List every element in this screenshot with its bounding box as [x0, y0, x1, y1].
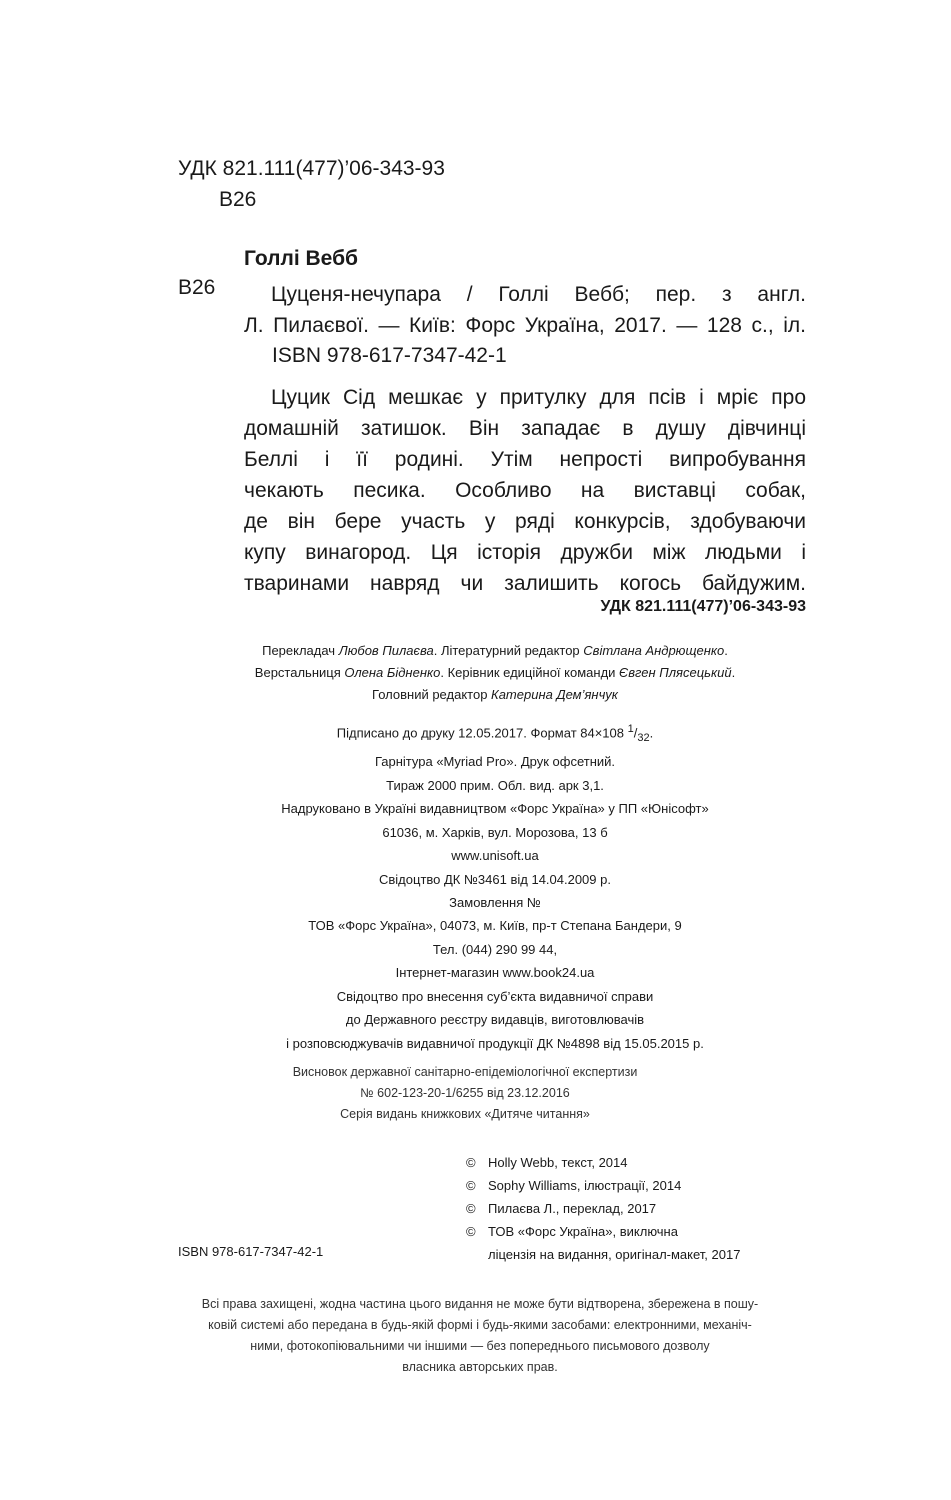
expertise-line: № 602-123-20-1/6255 від 23.12.2016 — [360, 1086, 570, 1100]
copyright-row — [466, 1197, 740, 1220]
expertise-line: Висновок державної санітарно-епідеміологічної експертизи — [292, 1065, 638, 1079]
punctuation: . — [731, 665, 736, 680]
publisher-line: Свідоцтво про внесення суб’єкта видавничої справи — [336, 988, 654, 1004]
print-info-block — [180, 718, 810, 915]
format-fraction-denominator: 32 — [637, 731, 650, 744]
copyright-text: Пилаєва Л., переклад, 2017 — [488, 1201, 657, 1216]
credits-block — [180, 640, 810, 706]
copyright-block — [466, 1151, 740, 1266]
print-line: www.unisoft.ua — [451, 848, 539, 864]
credit-label: . Літературний редактор — [433, 643, 584, 658]
translator-name: Любов Пилаєва — [338, 643, 434, 658]
copyright-icon: © — [466, 1224, 476, 1239]
publisher-line: Інтернет-магазин www.book24.ua — [395, 965, 595, 980]
punctuation: . — [724, 643, 728, 658]
copyright-text: Holly Webb, текст, 2014 — [488, 1155, 628, 1170]
print-line: Замовлення № — [449, 895, 541, 911]
punctuation: . — [649, 725, 654, 741]
rights-line: власника авторських прав. — [402, 1360, 558, 1374]
publisher-line: і розповсюджувачів видавничої продукції ДК №4898 від 15.05.2015 р. — [286, 1035, 704, 1051]
editor-name: Світлана Андрющенко — [583, 643, 725, 658]
isbn-line: ISBN 978-617-7347-42-1 — [272, 344, 507, 367]
copyright-row — [466, 1151, 740, 1174]
copyright-icon: © — [466, 1178, 476, 1193]
expertise-line: Серія видань книжкових «Дитяче читання» — [340, 1107, 590, 1121]
rights-line: Всі права захищені, жодна частина цього видання не може бути відтворена, збережена в пошу- — [201, 1297, 759, 1311]
title-line-2: Л. Пилаєвої. — Київ: Форс Україна, 2017. — 128 с., іл. — [244, 314, 806, 337]
print-line: Надруковано в Україні видавництвом «Форс Україна» у ПП «Юнісофт» — [281, 801, 709, 817]
title-line-1: Цуценя-нечупара / Голлі Вебб; пер. з англ. — [271, 283, 806, 306]
credits-line — [180, 684, 810, 706]
bbk-code-top: В26 — [219, 188, 257, 211]
rights-block — [150, 1294, 810, 1378]
copyright-row — [466, 1243, 740, 1266]
publisher-block — [180, 914, 810, 1055]
rights-line: ковій системі або передана в будь-якій формі і будь-якими засобами: електронними, механіч- — [208, 1318, 752, 1332]
annotation-line: де він бере участь у ряді конкурсів, здобуваючи — [244, 510, 806, 533]
copyright-text: ТОВ «Форс Україна», виключна — [488, 1224, 678, 1239]
annotation-line: тваринами навряд чи залишить когось байдужим. — [244, 572, 806, 595]
signed-text: Підписано до друку 12.05.2017. Формат 84×108 — [336, 725, 628, 741]
credit-label: Головний редактор — [372, 687, 492, 702]
publisher-line: Тел. (044) 290 99 44, — [432, 941, 558, 957]
credits-line — [180, 662, 810, 684]
annotation-line: домашній затишок. Він западає в душу дівчинці — [244, 417, 806, 440]
indent — [466, 1243, 488, 1266]
copyright-icon: © — [466, 1155, 476, 1170]
udc-code-top: УДК 821.111(477)’06-343-93 — [178, 157, 445, 180]
copyright-row — [466, 1220, 740, 1243]
publisher-line: ТОВ «Форс Україна», 04073, м. Київ, пр-т Степана Бандери, 9 — [308, 918, 682, 933]
annotation — [244, 382, 806, 599]
copyright-text: ліцензія на видання, оригінал-макет, 2017 — [488, 1247, 741, 1262]
bbk-code-left: В26 — [178, 276, 216, 299]
rights-line: ними, фотокопіювальними чи іншими — без попереднього письмового дозволу — [250, 1339, 710, 1353]
title-block — [244, 279, 806, 341]
credits-line — [180, 640, 810, 662]
chief-editor-name: Катерина Дем’янчук — [491, 687, 618, 702]
copyright-row — [466, 1174, 740, 1197]
copyright-icon: © — [466, 1201, 476, 1216]
layout-designer-name: Олена Бідненко — [344, 665, 441, 680]
print-line: 61036, м. Харків, вул. Морозова, 13 б — [382, 824, 608, 840]
credit-label: . Керівник едиційної команди — [440, 665, 620, 680]
author-name: Голлі Вебб — [244, 247, 359, 270]
print-line: Свідоцтво ДК №3461 від 14.04.2009 р. — [379, 871, 611, 887]
credit-label: Перекладач — [262, 643, 339, 658]
annotation-line: чекають песика. Особливо на виставці собак, — [244, 479, 806, 502]
annotation-line: Цуцик Сід мешкає у притулку для псів і мріє про — [271, 386, 806, 409]
annotation-line: Беллі і її родині. Утім непрості випробування — [244, 448, 806, 471]
udc-code-bottom: УДК 821.111(477)’06-343-93 — [600, 598, 806, 615]
team-head-name: Євген Плясецький — [619, 665, 732, 680]
expertise-block — [150, 1062, 780, 1125]
copyright-text: Sophy Williams, ілюстрації, 2014 — [488, 1178, 682, 1193]
signed-line: Підписано до друку 12.05.2017. Формат 84×108 $^1/_{32}$. — [336, 723, 654, 744]
credit-label: Верстальниця — [254, 665, 345, 680]
print-line: Гарнітура «Myriad Pro». Друк офсетний. — [374, 754, 616, 770]
publisher-line: до Державного реєстру видавців, виготовлювачів — [345, 1012, 645, 1027]
format-fraction-numerator: 1 — [627, 723, 634, 735]
annotation-line: купу винагород. Ця історія дружби між людьми і — [244, 541, 806, 564]
print-line: Тираж 2000 прим. Обл. вид. арк 3,1. — [386, 777, 604, 793]
isbn-bottom: ISBN 978-617-7347-42-1 — [178, 1244, 324, 1259]
